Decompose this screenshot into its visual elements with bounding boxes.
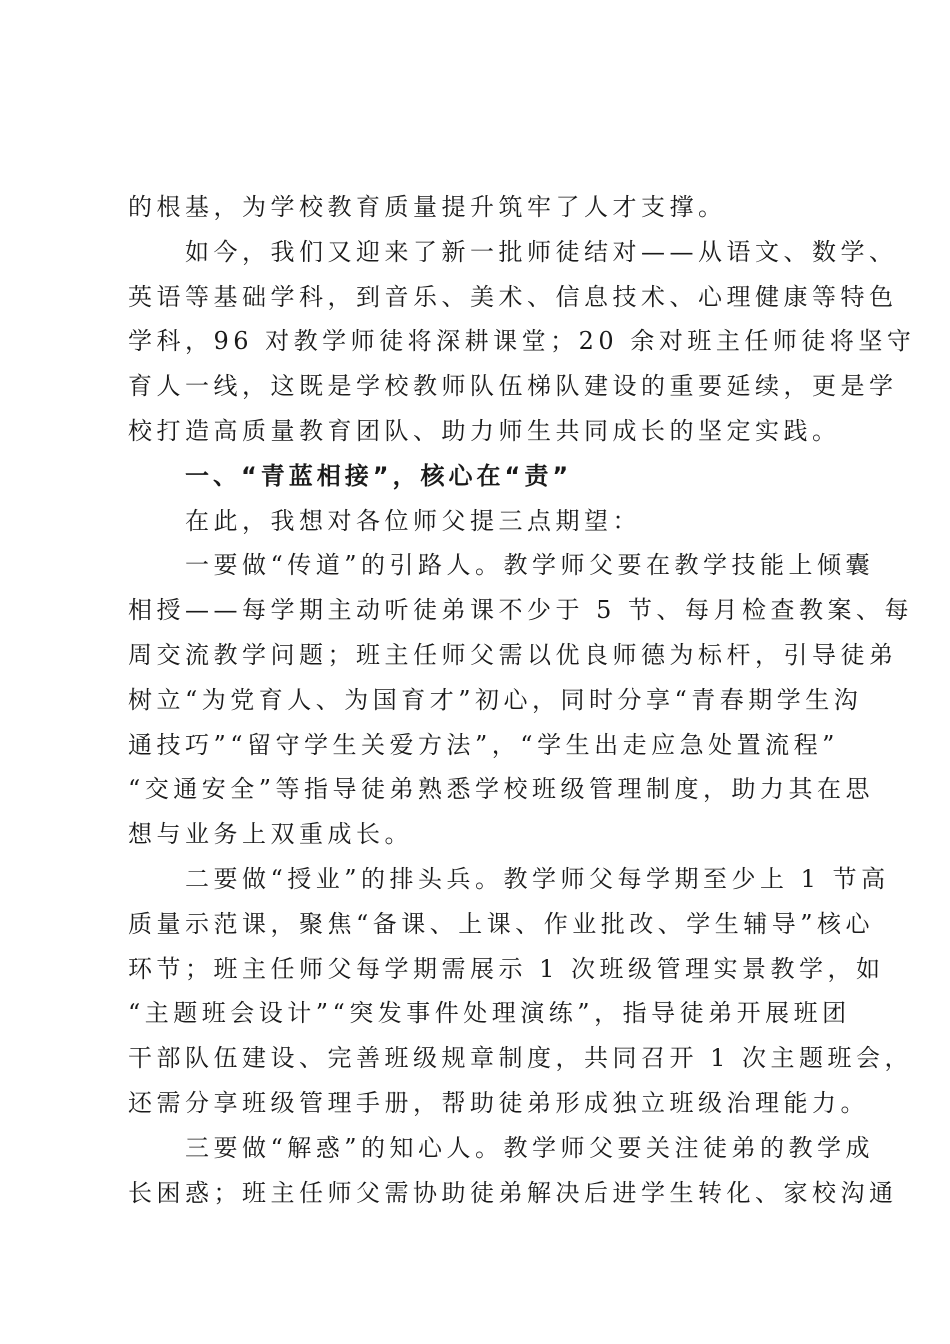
paragraph-expectations-intro bbox=[128, 499, 824, 544]
text-line: “交通安全”等指导徒弟熟悉学校班级管理制度，助力其在思 bbox=[128, 775, 875, 804]
paragraph-expectation-one bbox=[128, 543, 914, 857]
text-line: 干部队伍建设、完善班级规章制度，共同召开 1 次主题班会， bbox=[128, 1044, 914, 1073]
text-line: 校打造高质量教育团队、助力师生共同成长的坚定实践。 bbox=[128, 416, 841, 445]
text-line: 环节；班主任师父每学期需展示 1 次班级管理实景教学，如 bbox=[128, 954, 885, 983]
text-line: 如今，我们又迎来了新一批师徒结对——从语文、数学、 bbox=[185, 237, 898, 266]
text-line: 英语等基础学科，到音乐、美术、信息技术、心理健康等特色 bbox=[128, 282, 898, 311]
text-line: 长困惑；班主任师父需协助徒弟解决后进学生转化、家校沟通 bbox=[128, 1178, 898, 1207]
text-line: 想与业务上双重成长。 bbox=[128, 820, 413, 849]
text-line: 三要做“解惑”的知心人。教学师父要关注徒弟的教学成 bbox=[185, 1133, 875, 1162]
section-heading bbox=[128, 454, 824, 499]
text-line: 育人一线，这既是学校教师队伍梯队建设的重要延续，更是学 bbox=[128, 372, 898, 401]
paragraph-expectation-three bbox=[128, 1126, 898, 1216]
paragraph-new-mentorship bbox=[128, 230, 916, 454]
paragraph-expectation-two bbox=[128, 857, 914, 1126]
text-line: 相授——每学期主动听徒弟课不少于 5 节、每月检查教案、每 bbox=[128, 596, 914, 625]
text-line: “主题班会设计”“突发事件处理演练”，指导徒弟开展班团 bbox=[128, 999, 851, 1028]
text-line: 一要做“传道”的引路人。教学师父要在教学技能上倾囊 bbox=[185, 551, 875, 580]
text-line: 树立“为党育人、为国育才”初心，同时分享“青春期学生沟 bbox=[128, 685, 863, 714]
text-line: 还需分享班级管理手册，帮助徒弟形成独立班级治理能力。 bbox=[128, 1088, 869, 1117]
text-line: 在此，我想对各位师父提三点期望： bbox=[185, 506, 641, 535]
document-page bbox=[128, 185, 916, 1215]
text-line: 学科，96 对教学师徒将深耕课堂；20 余对班主任师徒将坚守 bbox=[128, 327, 916, 356]
text-line: 周交流教学问题；班主任师父需以优良师德为标杆，引导徒弟 bbox=[128, 640, 898, 669]
text-line: 质量示范课，聚焦“备课、上课、作业批改、学生辅导”核心 bbox=[128, 909, 875, 938]
text-line: 的根基，为学校教育质量提升筑牢了人才支撑。 bbox=[128, 193, 727, 221]
heading-text: 一、“青蓝相接”，核心在“责” bbox=[185, 461, 573, 490]
text-line: 通技巧”“留守学生关爱方法”，“学生出走应急处置流程” bbox=[128, 730, 839, 759]
paragraph-continuation bbox=[128, 185, 824, 230]
text-line: 二要做“授业”的排头兵。教学师父每学期至少上 1 节高 bbox=[185, 864, 890, 893]
